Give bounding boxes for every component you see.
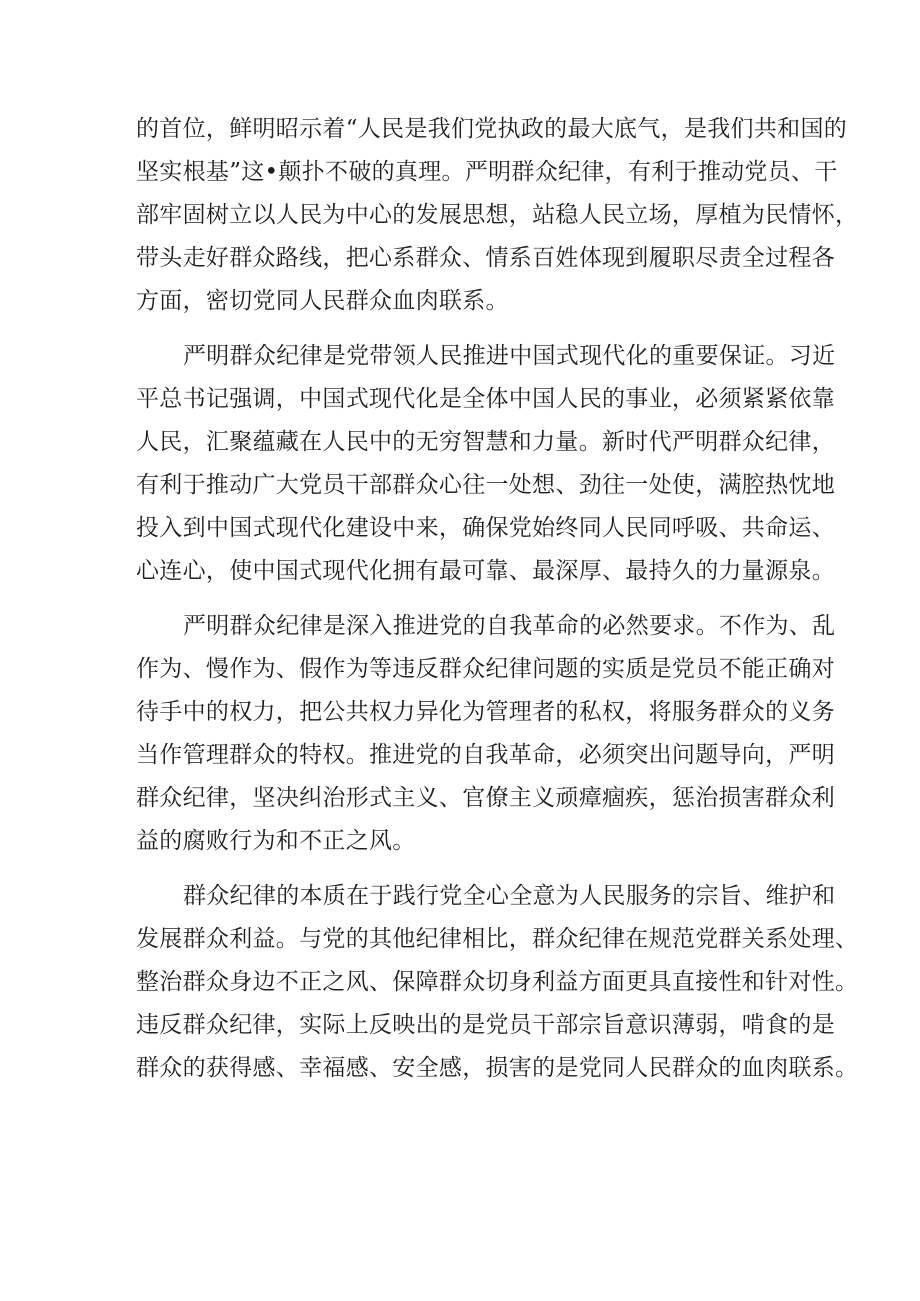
text-line: 群众纪律，坚决纠治形式主义、官僚主义顽瘴痼疾，惩治损害群众利: [136, 785, 835, 811]
text-line: 带头走好群众路线，把心系群众、情系百姓体现到履职尽责全过程各: [136, 245, 835, 271]
text-line: 人民，汇聚蕴藏在人民中的无穷智慧和力量。新时代严明群众纪律，: [136, 429, 835, 455]
text-line: 严明群众纪律是党带领人民推进中国式现代化的重要保证。习近: [183, 343, 836, 369]
text-line: 益的腐败行为和不正之风。: [136, 828, 416, 854]
text-line: 严明群众纪律是深入推进党的自我革命的必然要求。不作为、乱: [183, 613, 836, 639]
text-line: 方面，密切党同人民群众血肉联系。: [136, 288, 509, 314]
text-line: 有利于推动广大党员干部群众心往一处想、劲往一处使，满腔热忱地: [136, 472, 835, 498]
text-line: 坚实根基”这•颠扑不破的真理。严明群众纪律，有利于推动党员、干: [136, 159, 838, 185]
text-line: 违反群众纪律，实际上反映出的是党员干部宗旨意识薄弱，啃食的是: [136, 1012, 835, 1038]
text-line: 当作管理群众的特权。推进党的自我革命，必须突出问题导向，严明: [136, 742, 835, 768]
text-line: 发展群众利益。与党的其他纪律相比，群众纪律在规范党群关系处理、: [136, 926, 859, 952]
text-line: 作为、慢作为、假作为等违反群众纪律问题的实质是党员不能正确对: [136, 656, 835, 682]
paragraph: [136, 108, 859, 323]
text-line: 整治群众身边不正之风、保障群众切身利益方面更具直接性和针对性。: [136, 969, 859, 995]
document-body: [136, 108, 859, 1090]
text-line: 平总书记强调，中国式现代化是全体中国人民的事业，必须紧紧依靠: [136, 386, 835, 412]
paragraph-gap: [136, 323, 796, 335]
text-line: 心连心，使中国式现代化拥有最可靠、最深厚、最持久的力量源泉。: [136, 558, 835, 584]
paragraph: [136, 335, 836, 593]
text-line: 部牢固树立以人民为中心的发展思想，站稳人民立场，厚植为民情怀，: [136, 202, 859, 228]
paragraph-gap: [136, 593, 796, 605]
text-line: 群众纪律的本质在于践行党全心全意为人民服务的宗旨、维护和: [183, 883, 836, 909]
paragraph: [136, 605, 836, 863]
text-line: 的首位，鲜明昭示着“人民是我们党执政的最大底气，是我们共和国的: [136, 116, 848, 142]
paragraph: [136, 875, 859, 1090]
text-line: 群众的获得感、幸福感、安全感，损害的是党同人民群众的血肉联系。: [136, 1055, 859, 1081]
paragraph-gap: [136, 863, 796, 875]
text-line: 投入到中国式现代化建设中来，确保党始终同人民同呼吸、共命运、: [136, 515, 835, 541]
text-line: 待手中的权力，把公共权力异化为管理者的私权，将服务群众的义务: [136, 699, 835, 725]
